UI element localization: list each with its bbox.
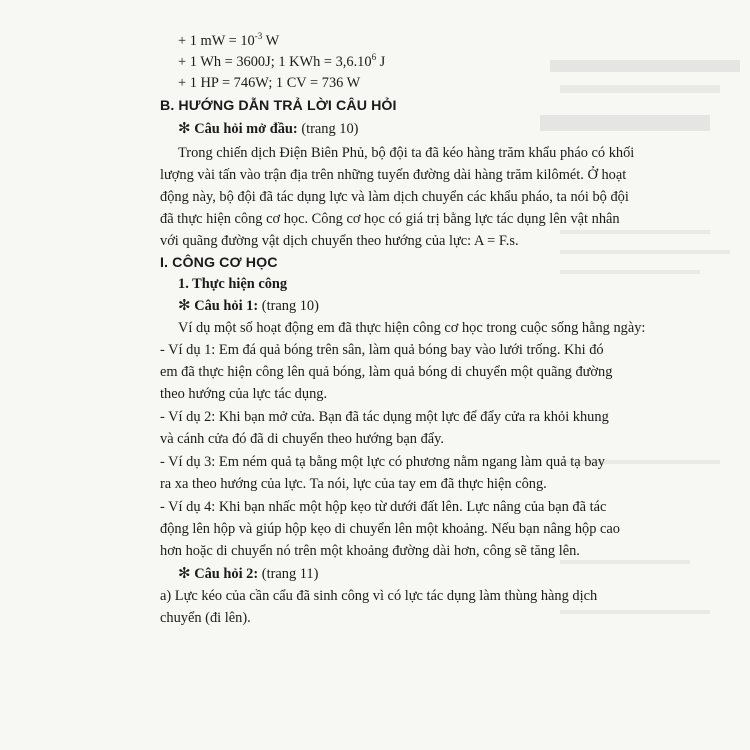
paragraph-line: - Ví dụ 2: Khi bạn mở cửa. Bạn đã tác dụng một lực để đẩy cửa ra khỏi khung xyxy=(160,409,609,425)
unit-hp: + 1 HP = 746W; 1 CV = 736 W xyxy=(178,75,361,91)
paragraph-line: ra xa theo hướng của lực. Ta nói, lực của tay em đã thực hiện công. xyxy=(160,476,547,492)
subheading-1: 1. Thực hiện công xyxy=(178,276,288,292)
paragraph-line: - Ví dụ 4: Khi bạn nhấc một hộp kẹo từ dưới đất lên. Lực nâng của bạn đã tác xyxy=(160,499,607,515)
paragraph-line: với quãng đường vật dịch chuyển theo hướng của lực: A = F.s. xyxy=(160,233,519,249)
paragraph-line: đã thực hiện công cơ học. Công cơ học có giá trị bằng lực tác dụng lên vật nhân xyxy=(160,211,620,227)
paragraph-line: a) Lực kéo của cần cẩu đã sinh công vì có lực tác dụng làm thùng hàng dịch xyxy=(160,588,598,604)
paragraph-line: hơn hoặc di chuyển nó trên một khoảng đường dài hơn, công sẽ tăng lên. xyxy=(160,543,580,559)
paragraph-line: Ví dụ một số hoạt động em đã thực hiện công cơ học trong cuộc sống hằng ngày: xyxy=(178,320,646,336)
paragraph-line: - Ví dụ 3: Em ném quả tạ bằng một lực có phương nằm ngang làm quả tạ bay xyxy=(160,454,605,470)
paragraph-line: động lên hộp và giúp hộp kẹo di chuyển lên một khoảng. Nếu bạn nâng hộp cao xyxy=(160,521,621,537)
paragraph-line: và cánh cửa đó đã di chuyển theo hướng bạn đẩy. xyxy=(160,431,445,447)
paragraph-line: chuyển (đi lên). xyxy=(160,610,251,626)
section-heading-b: B. HƯỚNG DẪN TRẢ LỜI CÂU HỎI xyxy=(160,98,397,114)
asterisk-icon: ✻ xyxy=(178,298,191,314)
question-2-title: ✻ Câu hỏi 2: (trang 11) xyxy=(178,566,319,582)
paragraph-line: động này, bộ đội đã tác dụng lực và làm dịch chuyển các khẩu pháo, ta nói bộ đội xyxy=(160,189,629,205)
asterisk-icon: ✻ xyxy=(178,121,191,137)
section-heading-i: I. CÔNG CƠ HỌC xyxy=(160,255,278,271)
paragraph-line: Trong chiến dịch Điện Biên Phủ, bộ đội ta đã kéo hàng trăm khẩu pháo có khối xyxy=(178,145,635,161)
unit-mw: + 1 mW = $10^{-3}$ W xyxy=(178,31,280,49)
paragraph-line: - Ví dụ 1: Em đá quả bóng trên sân, làm quả bóng bay vào lưới trống. Khi đó xyxy=(160,342,604,358)
paragraph-line: lượng vài tấn vào trận địa trên những tuyến đường dài hàng trăm kilômét. Ở hoạt xyxy=(160,167,627,183)
opening-question-title: ✻ Câu hỏi mở đầu: (trang 10) xyxy=(178,121,359,137)
paragraph-line: em đã thực hiện công lên quả bóng, làm quả bóng di chuyển một quãng đường xyxy=(160,364,613,380)
asterisk-icon: ✻ xyxy=(178,566,191,582)
unit-wh: + 1 Wh = 3600J; 1 KWh = $3,6.10^6$ J xyxy=(178,52,386,70)
paragraph-line: theo hướng của lực tác dụng. xyxy=(160,386,328,402)
question-1-title: ✻ Câu hỏi 1: (trang 10) xyxy=(178,298,319,314)
